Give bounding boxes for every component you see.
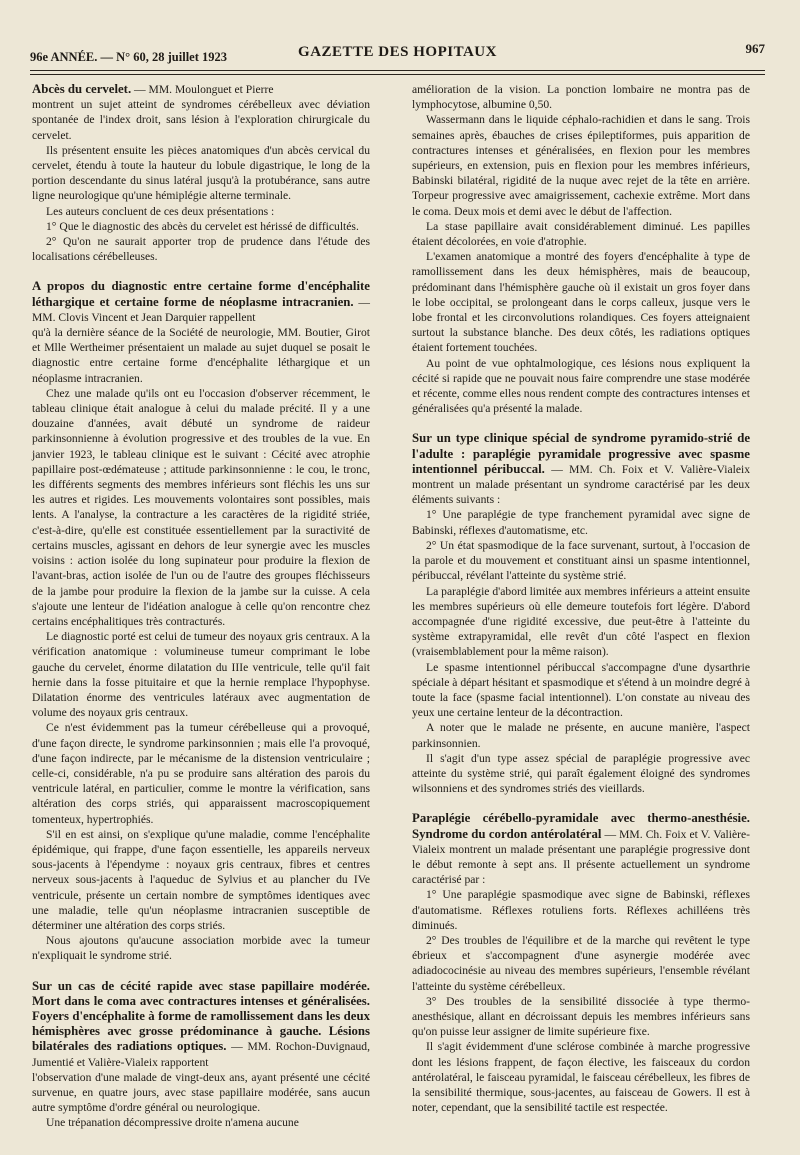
paragraph: Ce n'est évidemment pas la tumeur cérébelleuse qui a provoqué, d'une façon directe, le syndrome parkinsonnien ; mais elle l'a provoqué, d'une façon indirecte, par le mécanisme de la distension ventriculaire ; celle-ci, considérable, n'a pu se produire sans altération des parois du ventricule latéral, en particulier, comme le montre la vérification, sans altération des corps striés, qui apparaissent macroscopiquement tomenteux, hypertrophiés. (32, 721, 370, 826)
paragraph: S'il en est ainsi, on s'explique qu'une maladie, comme l'encéphalite épidémique, qui frappe, d'une façon essentielle, les appareils nerveux sous-jacents à l'épendyme : noyaux gris centraux, fibres et centres nerveux sous-jacents à l'aqueduc de Sylvius et au plancher du IVe ventricule, présente un certain nombre de symptômes identiques avec une maladie, telle qu'un néoplasme intracranien susceptible de déterminer une altération des corps striés. (32, 827, 370, 932)
page-header (30, 40, 765, 66)
paragraph: 1° Une paraplégie spasmodique avec signe de Babinski, réflexes d'automatisme. Réflexes rotuliens forts. Réflexes achilléens très diminués. (412, 888, 750, 932)
article-cecite-rapide-continued (412, 82, 750, 416)
paragraph: Au point de vue ophtalmologique, ces lésions nous expliquent la cécité si rapide que ne pouvait nous faire comprendre une stase modérée et récente, comme elles nous rendent compte des contractures intenses et généralisées qu'a présenté la malade. (412, 356, 750, 416)
right-column (412, 82, 750, 1115)
article-title: A propos du diagnostic entre certaine forme d'encéphalite léthargique et certaine forme de néoplasme intracranien. (32, 279, 370, 309)
article-authors: — MM. Ch. Foix et V. Valière-Vialeix montrent un malade présentant une paraplégie progressive dont le début remonte à sept ans. Il présente actuellement un syndrome caractérisé par : (412, 827, 750, 887)
journal-title: GAZETTE DES HOPITAUX (298, 44, 497, 60)
article-title: Sur un cas de cécité rapide avec stase papillaire modérée. Mort dans le coma avec contractures intenses et généralisées. Foyers d'encéphalite à forme de ramollissement dans les deux hémisphères avec grosse prédominance à gauche. Lésions bilatérales des radiations optiques. (32, 978, 370, 1054)
article-lead (32, 279, 370, 325)
paragraph: 1° Que le diagnostic des abcès du cervelet est hérissé de difficultés. (46, 219, 359, 233)
article-authors: — MM. Moulonguet et Pierre (131, 83, 274, 96)
paragraph: Le diagnostic porté est celui de tumeur des noyaux gris centraux. A la vérification anatomique : volumineuse tumeur comprimant le lobe gauche du cervelet, énorme dilatation du IIIe ventricule, telle qu'il fait hernie dans la fosse pituitaire et que la hernie remplace l'hypophyse. Dilatation énorme des ventricules latéraux avec augmentation de volume des noyaux gris centraux. (32, 630, 370, 720)
article-title: Sur un type clinique spécial de syndrome pyramido-strié de l'adulte : paraplégie pyramidale progressive avec spasme intentionnel péribuccal. (412, 431, 750, 476)
page-number: 967 (745, 41, 765, 56)
paragraph: A noter que le malade ne présente, en aucune manière, l'aspect parkinsonnien. (412, 721, 750, 750)
article-lead (32, 979, 370, 1070)
paragraph: 1° Une paraplégie de type franchement pyramidal avec signe de Babinski, réflexes d'automatisme, etc. (412, 508, 750, 537)
paragraph: Ils présentent ensuite les pièces anatomiques d'un abcès cervical du cervelet, étendu à toute la hauteur du lobule digastrique, le long de la portion descendante du sinus latéral jusqu'à la protubérance, sans autre ligne neurologique qu'une hémiplégie alterne terminale. (32, 143, 370, 203)
paragraph: l'observation d'une malade de vingt-deux ans, ayant présenté une cécité survenue, en quatre jours, avec stase papillaire modérée, sans aucun autre symptôme d'ordre général ou neurologique. (32, 1070, 370, 1115)
paragraph: 2° Des troubles de l'équilibre et de la marche qui revêtent le type ébrieux et s'accompagnent d'une asynergie modérée avec adiadococinésie au niveau des membres supérieurs, l'ensemble révélant l'atteinte du système cérébelleux. (412, 933, 750, 993)
paragraph: Wassermann dans le liquide céphalo-rachidien et dans le sang. Trois semaines après, ébauches de crises épileptiformes, puis apparition de contractures intenses et généralisées, en flexion pour les membres supérieurs, en extension, puis en flexion pour les membres inférieurs, Babinski bilatéral, rigidité de la nuque avec rejet de la tête en arrière. Torpeur progressive avec amaigrissement, cachexie extrême. Mort dans le coma. Deux mois et demi avec le début de l'affection. (412, 113, 750, 218)
paragraph: Il s'agit évidemment d'une sclérose combinée à marche progressive dont les lésions frappent, de façon élective, les faisceaux du cordon antérolatéral, le faisceau pyramidal, le faisceau cérébelleux, les fibres de la sensibilité thermique, sous-jacentes, au faisceau de Gowers. Il est à noter, cependant, que la sensibilité tactile est respectée. (412, 1040, 750, 1115)
paragraph: Il s'agit d'un type assez spécial de paraplégie progressive avec atteinte du système strié, qui paraît également éloigné des syndromes wilsonniens et des syndromes striés des vieillards. (412, 751, 750, 796)
article-lead (412, 811, 750, 887)
paragraph: 3° Des troubles de la sensibilité dissociée à type thermo-anesthésique, allant en décroissant depuis les membres inférieurs sans qu'on puisse leur assigner de limite supérieure fixe. (412, 994, 750, 1039)
paragraph: qu'à la dernière séance de la Société de neurologie, MM. Boutier, Girot et Mlle Wertheimer présentaient un malade au sujet duquel se posait le diagnostic entre certaine forme d'encéphalite léthargique et un néoplasme intracranien. (32, 326, 370, 385)
header-rule (30, 70, 765, 71)
paragraph: Le spasme intentionnel péribuccal s'accompagne d'une dysarthrie spéciale à départ hésitant et spasmodique et s'étend à un moindre degré à toute la face (spasme facial intentionnel). L'on constate au niveau des yeux une certaine lenteur de la décontraction. (412, 660, 750, 720)
article-lead (32, 82, 370, 97)
article-syndrome-pyramido-strie (412, 431, 750, 796)
paragraph: Chez une malade qu'ils ont eu l'occasion d'observer récemment, le tableau clinique était analogue à celui du malade précité. Il y a une douzaine d'années, avait débuté un syndrome de raideur parkinsonnienne à évolution progressive et des troubles de la vue. En janvier 1923, le tableau clinique est le suivant : Cécité avec atrophie papillaire post-œdémateuse ; attitude parkinsonnienne : le cou, le tronc, les différents segments des membres inférieurs sont fléchis les uns sur les autres et rigides. Les mouvements volontaires sont possibles, mais lents. A l'analyse, la contracture a les caractères de la rigidité striée, c'est-à-dire, qu'elle est constituée essentiellement par la suractivité de certains muscles, agissant en dehors de leur synergie avec les muscles voisins : action isolée du long supinateur pour produire la flexion de l'avant-bras, action isolée de l'un ou de l'autre des groupes fléchisseurs de la jambe pour produire la flexion de la jambe sur la cuisse. A cela s'ajoute une lenteur de l'idéation analogue à celle qu'on rencontre chez certains encéphalitiques très contracturés. (32, 386, 370, 628)
article-authors: — MM. Ch. Foix et V. Valière-Vialeix montrent un malade présentant un syndrome caractérisé par les deux éléments suivants : (412, 462, 750, 507)
paragraph: La paraplégie d'abord limitée aux membres inférieurs a atteint ensuite les membres supérieurs où elle demeure toutefois fort légère. D'abord accompagnée d'une rigidité excessive, due peut-être à l'atteinte du système extrapyramidal, elle revêt d'un côté l'aspect en flexion (vraisemblablement pour la même raison). (412, 584, 750, 659)
article-cecite-rapide (32, 979, 370, 1131)
paragraph: L'examen anatomique a montré des foyers d'encéphalite à type de ramollissement dans les deux hémisphères, mais de beaucoup, prédominant dans l'hémisphère gauche où il existait un gros foyer dans le lobe occipital, se prolongeant dans le corps calleux, jusque vers le lobe frontal et les circonvolutions rolandiques. Ces foyers atteignaient surtout la substance blanche. Des deux côtés, les radiations optiques étaient fortement touchées. (412, 250, 750, 355)
paragraph: Une trépanation décompressive droite n'amena aucune (46, 1116, 299, 1130)
article-encephalite-neoplasme (32, 279, 370, 963)
issue-info: 96e ANNÉE. — N° 60, 28 juillet 1923 (30, 50, 228, 64)
article-lead (412, 431, 750, 507)
article-title: Paraplégie cérébello-pyramidale avec thermo-anesthésie. Syndrome du cordon antérolatéral (412, 811, 750, 841)
paragraph: 2° Qu'on ne saurait apporter trop de prudence dans l'étude des localisations cérébelleuses. (32, 235, 370, 264)
paragraph: Nous ajoutons qu'aucune association morbide avec la tumeur n'expliquait le syndrome strié. (32, 934, 370, 963)
article-authors: — MM. Rochon-Duvignaud, Jumentié et Valière-Vialeix rapportent (32, 1040, 370, 1069)
paragraph: 2° Un état spasmodique de la face survenant, surtout, à l'occasion de la parole et du mouvement et constituant ainsi un spasme intentionnel, péribuccal, révélant l'atteinte du système strié. (412, 538, 750, 583)
article-title: Abcès du cervelet. (32, 82, 132, 96)
left-column (32, 82, 370, 1131)
article-paraplegie-cerebello-pyramidale (412, 811, 750, 1115)
paragraph: Les auteurs concluent de ces deux présentations : (46, 204, 275, 218)
header-rule-double (30, 74, 765, 75)
paragraph: amélioration de la vision. La ponction lombaire ne montra pas de lymphocytose, albumine 0,50. (412, 83, 750, 112)
article-abces-cervelet (32, 82, 370, 264)
paragraph: La stase papillaire avait considérablement diminué. Les papilles étaient décolorées, en voie d'atrophie. (412, 219, 750, 249)
paragraph: montrent un sujet atteint de syndromes cérébelleux avec déviation spontanée de l'index droit, sans lésion à l'exploration chirurgicale du cervelet. (32, 98, 370, 142)
article-authors: — MM. Clovis Vincent et Jean Darquier rappellent (32, 295, 370, 324)
